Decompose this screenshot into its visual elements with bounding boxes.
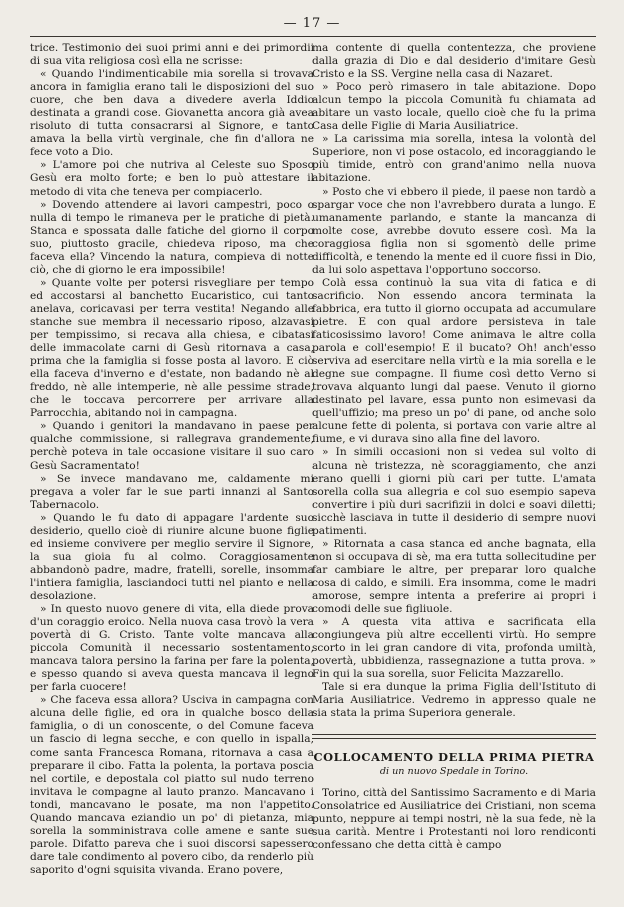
paragraph: » L'amore poi che nutriva al Celeste suo Sposo Gesù era molto forte; e ben lo può attestare il metodo di vita che teneva per compiacerlo. bbox=[30, 159, 314, 198]
paragraph: » A questa vita attiva e sacrificata ella congiungeva più altre eccellenti virtù. Ho sempre scorto in lei gran candore di vita, profonda umiltà, povertà, ubbidienza, rassegnazione a tutta prova. » Fin qui la sua sorella, suor Felicita Mazzarello. bbox=[312, 616, 596, 681]
section-title: COLLOCAMENTO DELLA PRIMA PIETRA bbox=[313, 750, 595, 765]
paragraph: » In simili occasioni non si vedea sul volto di alcuna nè tristezza, nè scoraggiamento, che anzi erano quelli i giorni più cari per tutte. L'amata sorella colla sua allegria e col suo esempio sapeva convertire i più duri sacrifizii in dolci e soavi diletti; sicchè lasciava in tutte il desiderio di sempre nuovi patimenti. bbox=[312, 446, 596, 537]
paragraph: » Poco però rimasero in tale abitazione. Dopo alcun tempo la piccola Comunità fu chiamata ad abitare un vasto locale, quello cioè che fu la prima Casa delle Figlie di Maria Ausiliatrice. bbox=[312, 81, 596, 133]
paragraph: » Quante volte per potersi risvegliare per tempo ed accostarsi al banchetto Eucaristico, cui tanto anelava, coricavasi per terra vestita! Negando alle stanche sue membra il necessario riposo, alzavasi per tempissimo, si recava alla chiesa, e cibatasi delle immacolate carni di Gesù ritornava a casa, prima che la famiglia si fosse posta al lavoro. E ciò ella faceva d'inverno e d'estate, non badando nè al freddo, nè alle intemperie, nè alle pessime strade, che le toccava percorrere per arrivare alla Parrocchia, abitando noi in campagna. bbox=[30, 276, 314, 420]
paragraph: » Quando le fu dato di appagare l'ardente suo desiderio, quello cioè di riunire alcune buone figlie ed insieme convivere per meglio servire il Signore, la sua gioia fu al colmo. Coraggiosamente abbandonò padre, madre, fratelli, sorelle, insomma l'intiera famiglia, lasciandoci tutti nel pianto e nella desolazione. bbox=[30, 511, 314, 602]
header-rule bbox=[30, 36, 596, 37]
right-column bbox=[312, 42, 596, 852]
page-number: — 17 — bbox=[283, 16, 341, 31]
paragraph: » In questo nuovo genere di vita, ella diede prova d'un coraggio eroico. Nella nuova casa trovò la vera povertà di G. Cristo. Tante volte mancava alla piccola Comunità il necessario sostentamento, mancava talora persino la farina per fare la polenta, e spesso quando si aveva questa mancava il legno per farla cuocere! bbox=[30, 603, 314, 694]
paragraph: » Che faceva essa allora? Usciva in campagna con alcuna delle figlie, ed ora in qualche bosco della famiglia, o di un conoscente, o del Comune faceva un fascio di legna secche, e con quello in ispalla, come santa Francesca Romana, ritornava a casa a preparare il cibo. Fatta la polenta, la portava poscia nel cortile, e depostala col piatto sul nudo terreno invitava le compagne al lauto pranzo. Mancavano i tondi, mancavano le posate, ma non l'appetito. Quando mancava eziandio un po' di pietanza, mia sorella la somministrava colle amene e sante sue parole. Difatto pareva che i suoi discorsi sapessero dare tale condimento al povero cibo, da renderlo più saporito d'ogni squisita vivanda. Erano povere, bbox=[30, 694, 314, 876]
paragraph: « Quando l'indimenticabile mia sorella si trovava ancora in famiglia erano tali le disposizioni del suo cuore, che ben dava a divedere averla Iddio destinata a grandi cose. Giovanetta ancora già avea risoluto di tutta consacrarsi al Signore, e tanto amava la bella virtù verginale, che fin d'allora ne fece voto a Dio. bbox=[30, 68, 314, 159]
left-column bbox=[30, 42, 314, 877]
paragraph: » Se invece mandavano me, caldamente mi pregava a voler far le sue parti innanzi al Santo Tabernacolo. bbox=[30, 472, 314, 511]
paragraph: » Posto che vi ebbero il piede, il paese non tardò a spargar voce che non l'avrebbero durata a lungo. E umanamente parlando, e stante la mancanza di molte cose, avrebbe dovuto essere così. Ma la coraggiosa figlia non si sgomentò delle prime difficoltà, e tenendo la mente ed il cuore fissi in Dio, da lui solo aspettava l'opportuno soccorso. bbox=[312, 185, 596, 276]
paragraph: Colà essa continuò la sua vita di fatica e di sacrificio. Non essendo ancora terminata la fabbrica, era tutto il giorno occupata ad accumulare pietre. E con qual ardore persisteva in tale faticosissimo lavoro! Come animava le altre colla parola e coll'esempio! E il bucato? Oh! anch'esso serviva ad esercitare nella virtù e la mia sorella e le degne sue compagne. Il fiume così detto Verno si trovava alquanto lungi dal paese. Venuto il giorno destinato pel lavare, essa punto non esimevasi da quell'uffizio; ma preso un po' di pane, od anche solo alcune fette di polenta, si portava con varie altre al fiume, e vi durava sino alla fine del lavoro. bbox=[312, 276, 596, 446]
paragraph: » La carissima mia sorella, intesa la volontà del Superiore, non vi pose ostacolo, ed incoraggiando le più timide, entrò con grand'animo nella nuova abitazione. bbox=[312, 133, 596, 185]
section-divider bbox=[312, 734, 596, 739]
paragraph: ma contente di quella contentezza, che proviene dalla grazia di Dio e dal desiderio d'imitare Gesù Cristo e la SS. Vergine nella casa di Nazaret. bbox=[312, 42, 596, 81]
section-subtitle: di un nuovo Spedale in Torino. bbox=[379, 766, 529, 778]
paragraph: Torino, città del Santissimo Sacramento e di Maria Consolatrice ed Ausiliatrice dei Cristiani, non scema punto, neppure ai tempi nostri, nè la sua fede, nè la sua carità. Mentre i Protestanti noi loro rendiconti confessano che detta città è campo bbox=[312, 786, 596, 851]
paragraph: » Ritornata a casa stanca ed anche bagnata, ella non si occupava di sè, ma era tutta sollecitudine per far cambiare le altre, per preparar loro qualche cosa di caldo, e simili. Era insomma, come le madri amorose, sempre intenta a preferire ai propri i comodi delle sue figliuole. bbox=[312, 537, 596, 616]
paragraph: » Quando i genitori la mandavano in paese per qualche commissione, si rallegrava grandemente, perchè poteva in tale occasione visitare il suo caro Gesù Sacramentato! bbox=[30, 420, 314, 472]
paragraph: » Dovendo attendere ai lavori campestri, poco o nulla di tempo le rimaneva per le pratiche di pietà. Stanca e spossata dalle fatiche del giorno il corpo suo, piuttosto gracile, chiedeva riposo, ma che faceva ella? Vincendo la natura, compieva di notte ciò, che di giorno le era impossibile! bbox=[30, 198, 314, 276]
paragraph: trice. Testimonio dei suoi primi anni e dei primordii di sua vita religiosa così ella ne scrisse: bbox=[30, 42, 314, 68]
paragraph: Tale si era dunque la prima Figlia dell'Istituto di Maria Ausiliatrice. Vedremo in appresso quale ne sia stata la prima Superiora generale. bbox=[312, 681, 596, 720]
